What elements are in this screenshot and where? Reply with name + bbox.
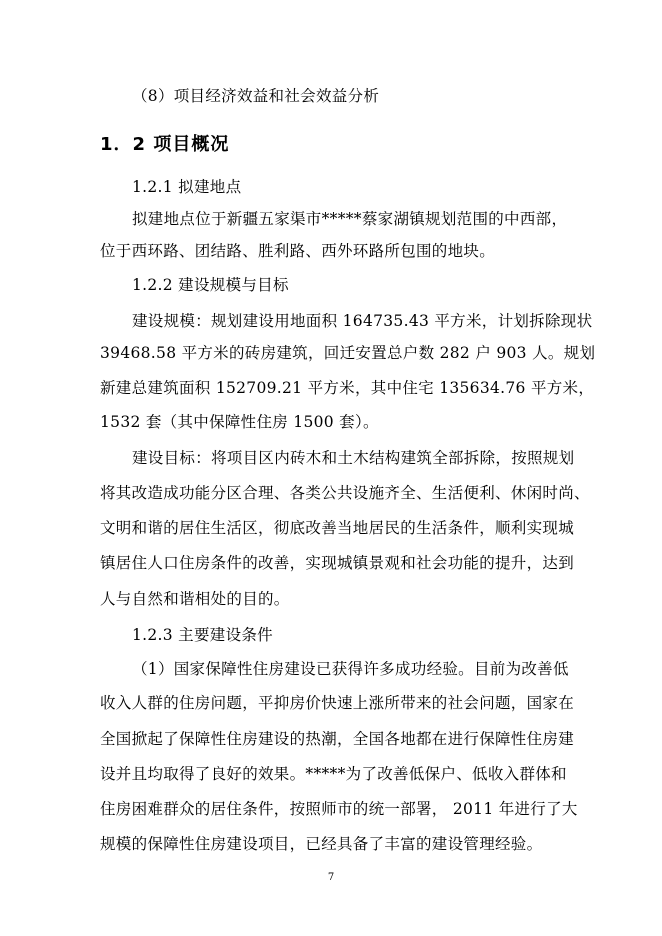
paragraph-line: 住房困难群众的居住条件，按照师市的统一部署， 2011 年进行了大 [100,800,578,818]
paragraph-line: 新建总建筑面积 152709.21 平方米，其中住宅 135634.76 平方米， [100,379,595,397]
subsection-heading-location: 1.2.1 拟建地点 [132,178,242,196]
paragraph-line: 拟建地点位于新疆五家渠市*****蔡家湖镇规划范围的中西部， [132,210,568,228]
paragraph-line: （1）国家保障性住房建设已获得许多成功经验。目前为改善低 [132,660,569,678]
subsection-heading-conditions: 1.2.3 主要建设条件 [132,626,273,644]
paragraph-line: 规模的保障性住房建设项目，已经具备了丰富的建设管理经验。 [100,835,543,853]
paragraph-line: 人与自然和谐相处的目的。 [100,590,290,608]
paragraph-line: 将其改造成功能分区合理、各类公共设施齐全、生活便利、休闲时尚、 [100,484,590,502]
subsection-heading-scale: 1.2.2 建设规模与目标 [132,276,289,294]
paragraph-line: 设并且均取得了良好的效果。*****为了改善低保户、低收入群体和 [100,765,567,783]
paragraph-line: 位于西环路、团结路、胜利路、西外环路所包围的地块。 [100,242,496,260]
paragraph-line: 收入人群的住房问题，平抑房价快速上涨所带来的社会问题，国家在 [100,694,575,712]
paragraph-line: 建设规模：规划建设用地面积 164735.43 平方米，计划拆除现状 [132,312,593,330]
paragraph-line: 镇居住人口住房条件的改善，实现城镇景观和社会功能的提升，达到 [100,554,575,572]
page-number: 7 [327,872,335,883]
paragraph-line: 39468.58 平方米的砖房建筑，回迁安置总户数 282 户 903 人。规划 [100,344,596,362]
paragraph-line: 全国掀起了保障性住房建设的热潮，全国各地都在进行保障性住房建 [100,730,575,748]
item-8-line: （8）项目经济效益和社会效益分析 [132,87,380,105]
paragraph-line: 1532 套（其中保障性住房 1500 套）。 [100,413,379,431]
paragraph-line: 建设目标：将项目区内砖木和土木结构建筑全部拆除，按照规划 [132,449,575,467]
section-heading: 1．2 项目概况 [100,134,230,155]
paragraph-line: 文明和谐的居住生活区，彻底改善当地居民的生活条件，顺利实现城 [100,519,575,537]
